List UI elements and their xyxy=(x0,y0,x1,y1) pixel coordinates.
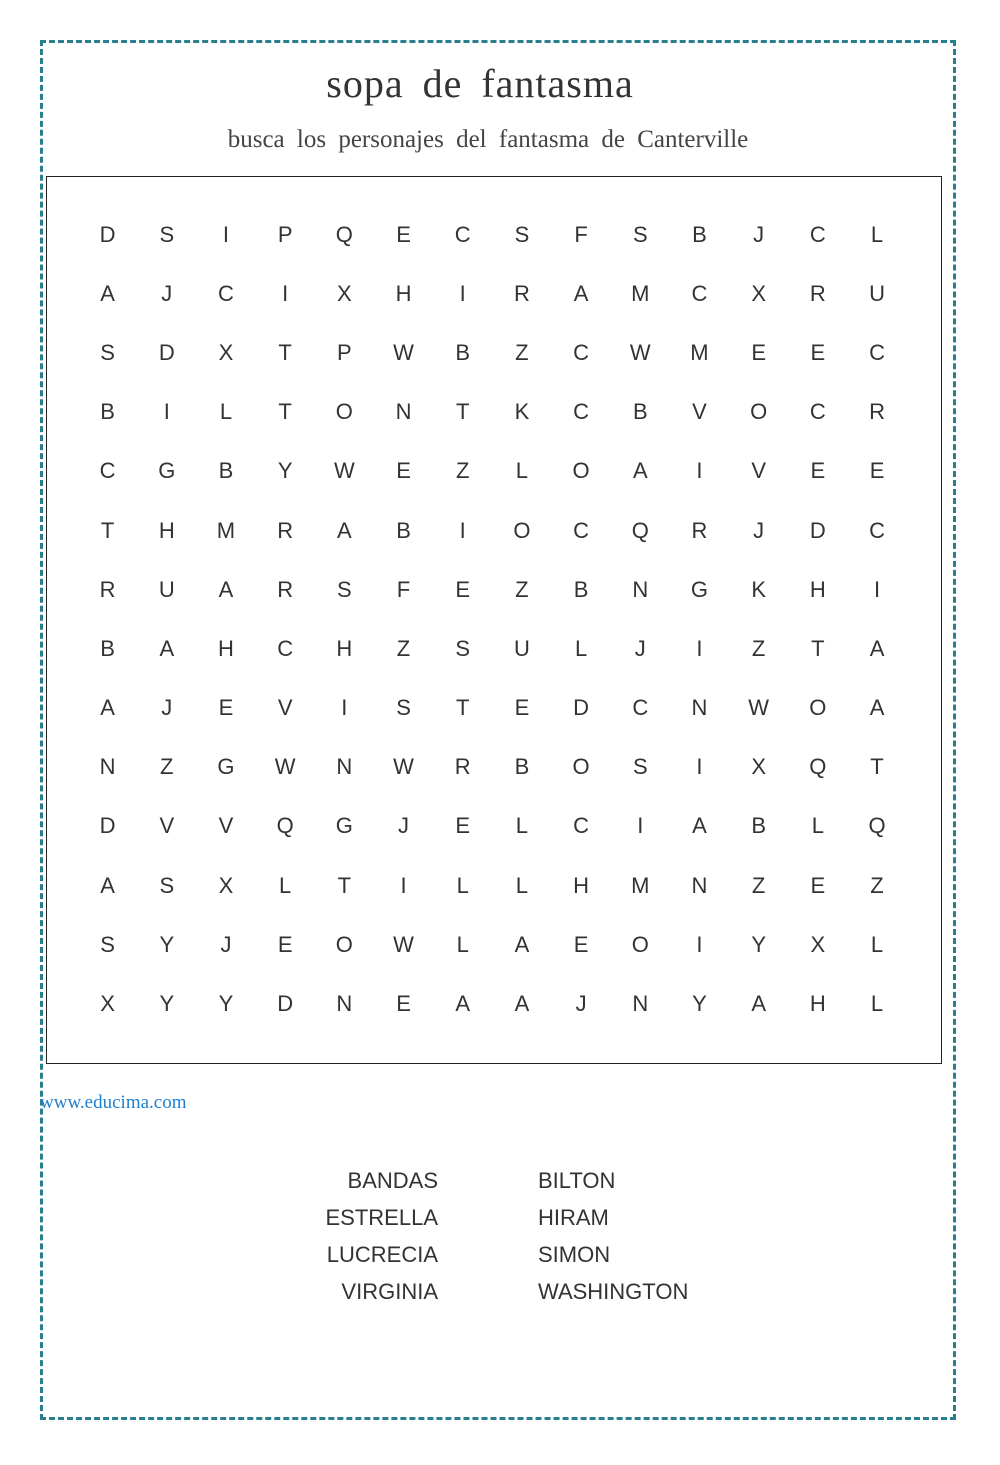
grid-letter[interactable]: Q xyxy=(631,517,649,543)
grid-letter[interactable]: P xyxy=(337,339,352,365)
grid-letter[interactable]: L xyxy=(515,872,529,898)
grid-letter[interactable]: P xyxy=(277,221,293,247)
grid-letter[interactable]: H xyxy=(573,872,590,898)
grid-letter[interactable]: E xyxy=(455,813,471,839)
grid-letter[interactable]: Z xyxy=(515,576,529,602)
grid-letter[interactable]: O xyxy=(335,931,353,957)
grid-letter[interactable]: H xyxy=(809,576,826,602)
grid-letter[interactable]: I xyxy=(696,931,703,957)
grid-letter[interactable]: I xyxy=(696,754,703,780)
grid-letter[interactable]: A xyxy=(100,695,115,721)
grid-letter[interactable]: E xyxy=(396,458,411,484)
grid-letter[interactable]: A xyxy=(218,576,234,602)
word-list-item: ESTRELLA xyxy=(325,1205,438,1230)
grid-letter[interactable]: O xyxy=(750,399,768,425)
grid-letter[interactable]: V xyxy=(751,458,766,484)
educima-link[interactable]: www.educima.com xyxy=(40,1092,187,1113)
grid-letter[interactable]: N xyxy=(691,872,708,898)
grid-letter[interactable]: X xyxy=(100,991,115,1017)
grid-letter[interactable]: V xyxy=(692,399,707,425)
grid-letter[interactable]: L xyxy=(515,458,529,484)
grid-letter[interactable]: Q xyxy=(335,221,353,247)
grid-letter[interactable]: B xyxy=(632,399,648,425)
grid-letter[interactable]: V xyxy=(218,813,234,839)
grid-letter[interactable]: A xyxy=(573,280,589,306)
grid-letter[interactable]: B xyxy=(396,517,411,543)
grid-letter[interactable]: A xyxy=(100,280,115,306)
grid-letter[interactable]: N xyxy=(632,991,649,1017)
word-search-grid xyxy=(78,205,907,1034)
word-list-item: BILTON xyxy=(538,1168,616,1193)
grid-letter[interactable]: H xyxy=(218,635,234,661)
grid-letter[interactable]: E xyxy=(277,931,293,957)
grid-letter[interactable]: E xyxy=(751,339,766,365)
grid-letter[interactable]: A xyxy=(337,517,352,543)
grid-letter[interactable]: I xyxy=(459,517,466,543)
grid-letter[interactable]: C xyxy=(573,813,590,839)
grid-letter[interactable]: R xyxy=(454,754,471,780)
grid-letter[interactable]: I xyxy=(637,813,644,839)
grid-letter[interactable]: W xyxy=(393,754,414,780)
grid-letter[interactable]: Y xyxy=(277,458,293,484)
grid-letter[interactable]: E xyxy=(810,339,826,365)
word-list-item: SIMON xyxy=(538,1242,611,1267)
grid-letter[interactable]: T xyxy=(278,339,292,365)
grid-letter[interactable]: I xyxy=(222,221,230,247)
grid-letter[interactable]: U xyxy=(869,280,885,306)
grid-letter[interactable]: S xyxy=(337,576,352,602)
grid-letter[interactable]: V xyxy=(159,813,175,839)
grid-letter[interactable]: T xyxy=(100,517,115,543)
grid-letter[interactable]: O xyxy=(572,754,590,780)
grid-letter[interactable]: W xyxy=(333,458,355,484)
grid-letter[interactable]: L xyxy=(574,635,588,661)
grid-letter[interactable]: I xyxy=(873,576,881,602)
grid-letter[interactable]: B xyxy=(514,754,530,780)
page-subtitle: busca los personajes del fantasma de Canterville xyxy=(227,126,749,153)
grid-letter[interactable]: A xyxy=(100,872,115,898)
grid-letter[interactable]: I xyxy=(282,280,289,306)
grid-letter[interactable]: G xyxy=(335,813,353,839)
grid-letter[interactable]: J xyxy=(634,635,646,661)
grid-letter[interactable]: C xyxy=(277,635,294,661)
grid-letter[interactable]: L xyxy=(870,931,884,957)
grid-letter[interactable]: M xyxy=(631,872,650,898)
grid-letter[interactable]: S xyxy=(159,872,175,898)
grid-letter[interactable]: C xyxy=(809,399,826,425)
grid-letter[interactable]: B xyxy=(573,576,589,602)
grid-letter[interactable]: N xyxy=(691,695,708,721)
grid-letter[interactable]: K xyxy=(514,399,530,425)
grid-letter[interactable]: R xyxy=(99,576,116,602)
grid-letter[interactable]: M xyxy=(631,280,650,306)
grid-letter[interactable]: E xyxy=(396,991,411,1017)
grid-letter[interactable]: I xyxy=(696,458,703,484)
grid-letter[interactable]: X xyxy=(337,280,352,306)
grid-letter[interactable]: O xyxy=(809,695,827,721)
grid-letter[interactable]: A xyxy=(869,635,885,661)
grid-letter[interactable]: S xyxy=(100,339,115,365)
grid-letter[interactable]: Z xyxy=(515,339,529,365)
grid-letter[interactable]: F xyxy=(396,576,411,602)
grid-letter[interactable]: A xyxy=(514,991,530,1017)
grid-letter[interactable]: A xyxy=(869,695,885,721)
grid-letter[interactable]: I xyxy=(696,635,703,661)
grid-letter[interactable]: X xyxy=(810,931,826,957)
grid-letter[interactable]: A xyxy=(455,991,471,1017)
grid-letter[interactable]: E xyxy=(573,931,589,957)
grid-letter[interactable]: R xyxy=(691,517,708,543)
grid-letter[interactable]: A xyxy=(751,991,766,1017)
grid-letter[interactable]: R xyxy=(277,517,294,543)
grid-letter[interactable]: S xyxy=(396,695,411,721)
grid-letter[interactable]: Q xyxy=(868,813,886,839)
grid-letter[interactable]: D xyxy=(573,695,590,721)
grid-letter[interactable]: Q xyxy=(809,754,827,780)
grid-letter[interactable]: Z xyxy=(455,458,470,484)
grid-letter[interactable]: C xyxy=(218,280,234,306)
grid-letter[interactable]: Q xyxy=(276,813,294,839)
grid-letter[interactable]: X xyxy=(751,754,766,780)
grid-letter[interactable]: U xyxy=(158,576,175,602)
grid-letter[interactable]: I xyxy=(459,280,466,306)
grid-letter[interactable]: W xyxy=(393,339,414,365)
grid-letter[interactable]: B xyxy=(692,221,707,247)
grid-letter[interactable]: T xyxy=(278,399,292,425)
grid-letter[interactable]: R xyxy=(869,399,885,425)
word-list xyxy=(280,1168,740,1316)
grid-letter[interactable]: S xyxy=(159,221,175,247)
grid-letter[interactable]: H xyxy=(809,991,826,1017)
grid-letter[interactable]: T xyxy=(455,695,470,721)
grid-letter[interactable]: E xyxy=(218,695,234,721)
grid-letter[interactable]: E xyxy=(810,458,826,484)
grid-letter[interactable]: J xyxy=(753,517,765,543)
grid-letter[interactable]: B xyxy=(100,635,115,661)
grid-letter[interactable]: E xyxy=(514,695,530,721)
grid-letter[interactable]: R xyxy=(513,280,530,306)
grid-letter[interactable]: S xyxy=(455,635,471,661)
grid-letter[interactable]: M xyxy=(690,339,709,365)
grid-letter[interactable]: T xyxy=(870,754,884,780)
grid-letter[interactable]: L xyxy=(219,399,233,425)
grid-letter[interactable]: S xyxy=(514,221,530,247)
grid-letter[interactable]: B xyxy=(218,458,234,484)
word-list-item: LUCRECIA xyxy=(326,1242,438,1267)
grid-letter[interactable]: L xyxy=(870,991,884,1017)
word-list-item: HIRAM xyxy=(538,1205,609,1230)
grid-letter[interactable]: J xyxy=(220,931,232,957)
grid-letter[interactable]: N xyxy=(336,991,353,1017)
grid-letter[interactable]: G xyxy=(690,576,709,602)
grid-letter[interactable]: C xyxy=(99,458,116,484)
word-list-item: VIRGINIA xyxy=(341,1279,438,1304)
grid-letter[interactable]: J xyxy=(161,280,173,306)
grid-letter[interactable]: S xyxy=(632,754,648,780)
grid-letter[interactable]: C xyxy=(573,399,590,425)
grid-letter[interactable]: J xyxy=(161,695,173,721)
grid-letter[interactable]: B xyxy=(100,399,115,425)
grid-letter[interactable]: R xyxy=(277,576,294,602)
grid-letter[interactable]: A xyxy=(514,931,530,957)
grid-letter[interactable]: E xyxy=(810,872,826,898)
grid-letter[interactable]: Z xyxy=(160,754,174,780)
grid-letter[interactable]: Z xyxy=(870,872,884,898)
word-list-item: BANDAS xyxy=(347,1168,438,1193)
grid-letter[interactable]: O xyxy=(631,931,649,957)
grid-letter[interactable]: L xyxy=(811,813,824,839)
grid-letter[interactable]: C xyxy=(869,517,885,543)
grid-letter[interactable]: Y xyxy=(751,931,766,957)
grid-letter[interactable]: X xyxy=(218,872,234,898)
grid-letter[interactable]: B xyxy=(751,813,766,839)
grid-letter[interactable]: L xyxy=(456,872,469,898)
grid-letter[interactable]: X xyxy=(751,280,766,306)
grid-letter[interactable]: J xyxy=(575,991,587,1017)
grid-letter[interactable]: I xyxy=(400,872,407,898)
grid-letter[interactable]: C xyxy=(632,695,649,721)
grid-letter[interactable]: T xyxy=(337,872,352,898)
grid-letter[interactable]: Y xyxy=(218,991,234,1017)
grid-letter[interactable]: K xyxy=(751,576,766,602)
grid-letter[interactable]: L xyxy=(456,931,469,957)
grid-letter[interactable]: I xyxy=(163,399,170,425)
grid-letter[interactable]: Z xyxy=(751,635,766,661)
grid-letter[interactable]: E xyxy=(396,221,411,247)
grid-letter[interactable]: J xyxy=(753,221,765,247)
grid-letter[interactable]: T xyxy=(811,635,825,661)
grid-letter[interactable]: A xyxy=(159,635,175,661)
grid-letter[interactable]: N xyxy=(395,399,412,425)
grid-letter[interactable]: N xyxy=(336,754,353,780)
grid-letter[interactable]: C xyxy=(454,221,471,247)
grid-letter[interactable]: H xyxy=(158,517,175,543)
grid-letter[interactable]: S xyxy=(632,221,648,247)
grid-letter[interactable]: C xyxy=(573,517,590,543)
grid-letter[interactable]: Z xyxy=(396,635,411,661)
grid-letter[interactable]: D xyxy=(809,517,826,543)
grid-letter[interactable]: Y xyxy=(692,991,707,1017)
grid-letter[interactable]: H xyxy=(336,635,353,661)
grid-letter[interactable]: O xyxy=(513,517,531,543)
grid-letter[interactable]: F xyxy=(574,221,588,247)
grid-letter[interactable]: E xyxy=(455,576,471,602)
grid-letter[interactable]: X xyxy=(218,339,234,365)
grid-letter[interactable]: L xyxy=(515,813,529,839)
grid-letter[interactable]: G xyxy=(158,458,176,484)
grid-letter[interactable]: C xyxy=(809,221,826,247)
grid-letter[interactable]: B xyxy=(455,339,471,365)
grid-letter[interactable]: V xyxy=(277,695,293,721)
grid-letter[interactable]: U xyxy=(513,635,530,661)
grid-letter[interactable]: Y xyxy=(159,931,175,957)
grid-letter[interactable]: Y xyxy=(159,991,175,1017)
grid-letter[interactable]: I xyxy=(341,695,348,721)
grid-letter[interactable]: L xyxy=(279,872,292,898)
grid-letter[interactable]: C xyxy=(573,339,590,365)
grid-letter[interactable]: H xyxy=(395,280,412,306)
grid-letter[interactable]: L xyxy=(870,221,884,247)
grid-letter[interactable]: S xyxy=(100,931,115,957)
grid-letter[interactable]: O xyxy=(572,458,590,484)
grid-letter[interactable]: G xyxy=(217,754,235,780)
grid-letter[interactable]: W xyxy=(748,695,770,721)
page-title: sopa de fantasma xyxy=(326,61,634,106)
grid-letter[interactable]: A xyxy=(692,813,707,839)
grid-letter[interactable]: Z xyxy=(751,872,766,898)
grid-letter[interactable]: J xyxy=(398,813,410,839)
grid-letter[interactable]: D xyxy=(277,991,294,1017)
grid-letter[interactable]: M xyxy=(216,517,236,543)
grid-letter[interactable]: C xyxy=(869,339,885,365)
grid-letter[interactable]: O xyxy=(335,399,353,425)
grid-letter[interactable]: D xyxy=(99,221,116,247)
grid-letter[interactable]: C xyxy=(691,280,708,306)
grid-letter[interactable]: W xyxy=(274,754,296,780)
grid-letter[interactable]: R xyxy=(809,280,826,306)
grid-letter[interactable]: W xyxy=(629,339,651,365)
grid-letter[interactable]: T xyxy=(455,399,470,425)
word-list-item: WASHINGTON xyxy=(538,1279,689,1304)
grid-letter[interactable]: D xyxy=(158,339,175,365)
grid-letter[interactable]: W xyxy=(393,931,414,957)
grid-letter[interactable]: N xyxy=(99,754,116,780)
grid-letter[interactable]: D xyxy=(99,813,116,839)
grid-letter[interactable]: N xyxy=(632,576,649,602)
grid-letter[interactable]: E xyxy=(869,458,885,484)
grid-letter[interactable]: A xyxy=(632,458,648,484)
